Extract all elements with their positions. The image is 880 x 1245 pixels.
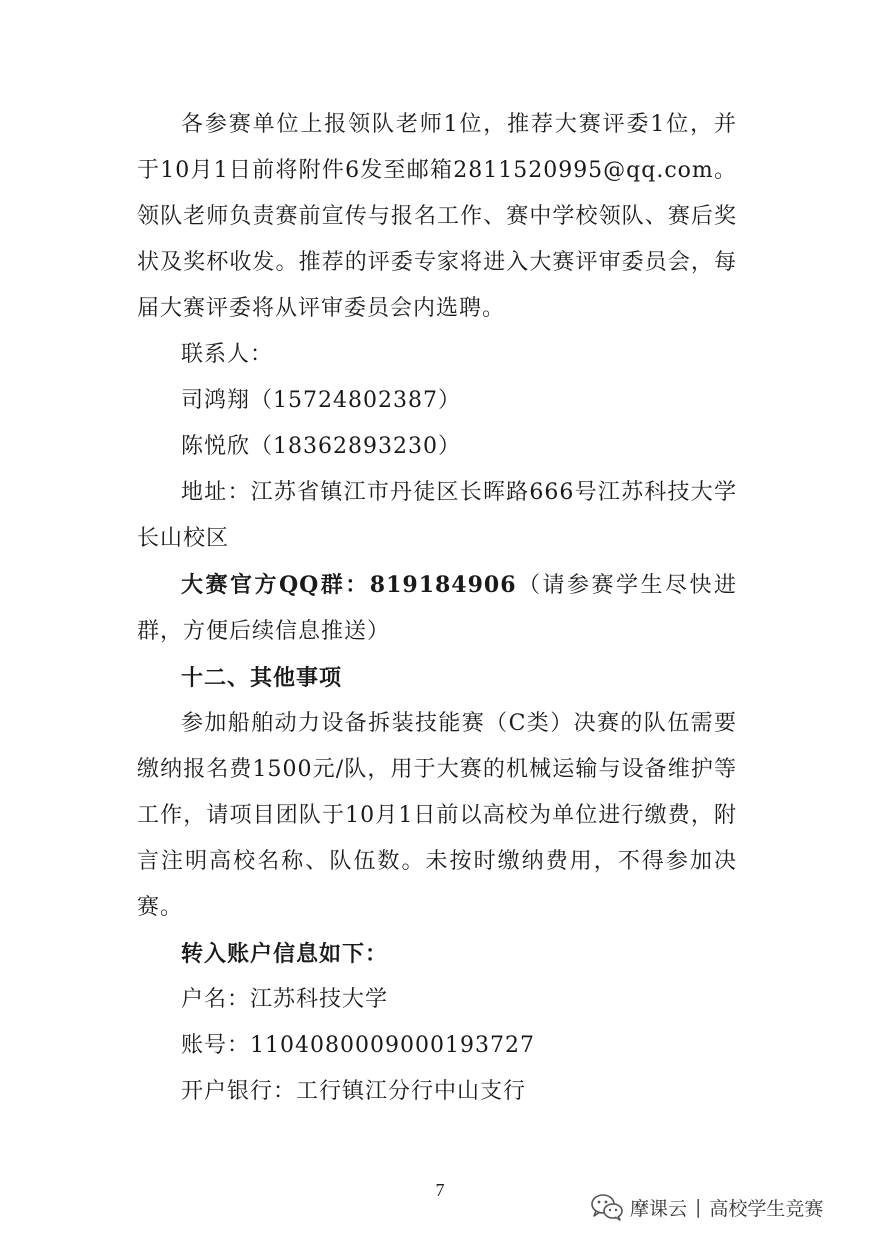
watermark [590, 1190, 823, 1224]
qq-group-paragraph [137, 562, 737, 655]
watermark-brand: 摩课云 [630, 1197, 688, 1220]
paragraph-registration-fee: 参加船舶动力设备拆装技能赛（C类）决赛的队伍需要缴纳报名费1500元/队，用于大赛的机械运输与设备维护等工作，请项目团队于10月1日前以高校为单位进行缴费，附言注明高校名称、队伍数。未按时缴纳费用，不得参加决赛。 [137, 711, 737, 920]
account-bank: 开户银行：工行镇江分行中山支行 [181, 1079, 527, 1104]
contact-person-1: 司鸿翔（15724802387） [181, 388, 461, 413]
contact-person-2: 陈悦欣（18362893230） [181, 434, 461, 459]
document-body [137, 102, 737, 1115]
account-name: 户名：江苏科技大学 [181, 987, 389, 1012]
paragraph-team-leader: 各参赛单位上报领队老师1位，推荐大赛评委1位，并于10月1日前将附件6发至邮箱2811520995@qq.com。领队老师负责赛前宣传与报名工作、赛中学校领队、赛后奖状及奖杯收发。推荐的评委专家将进入大赛评审委员会，每届大赛评委将从评审委员会内选聘。 [137, 112, 737, 321]
wechat-icon [590, 1192, 624, 1222]
address: 地址：江苏省镇江市丹徒区长晖路666号江苏科技大学长山校区 [137, 480, 737, 551]
page-number: 7 [435, 1180, 445, 1200]
account-number: 账号：1104080009000193727 [181, 1033, 535, 1058]
qq-group-label: 大赛官方QQ群：819184906 [181, 572, 517, 598]
contact-label: 联系人： [181, 342, 274, 367]
qq-group-note: （请参赛学生尽快进群，方便后续信息推送） [137, 573, 737, 644]
watermark-separator: | [695, 1196, 702, 1218]
watermark-subtitle: 高校学生竞赛 [709, 1197, 824, 1220]
account-info-heading: 转入账户信息如下： [181, 941, 389, 967]
section-heading-other-matters: 十二、其他事项 [181, 665, 343, 691]
